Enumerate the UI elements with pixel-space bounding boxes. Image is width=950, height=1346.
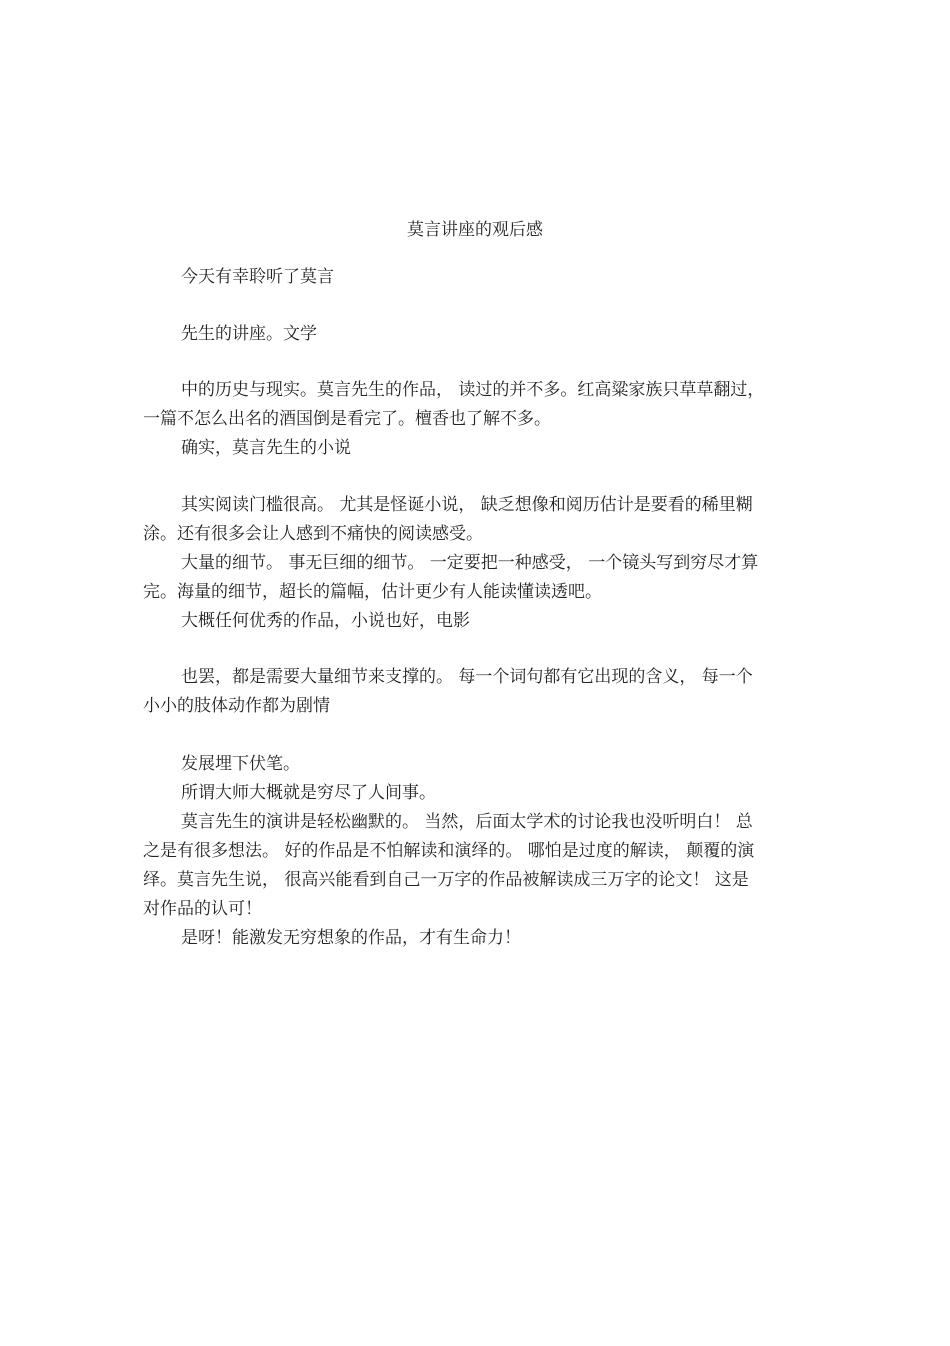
text-line: 是呀！能激发无穷想象的作品，才有生命力！ [181, 928, 521, 948]
text-line: 发展埋下伏笔。 [181, 754, 300, 774]
text-line: 也罢，都是需要大量细节来支撑的。 每一个词句都有它出现的含义， 每一个 [181, 667, 753, 687]
text-line: 其实阅读门槛很高。 尤其是怪诞小说， 缺乏想像和阅历估计是要看的稀里糊 [181, 495, 753, 515]
text-line: 大量的细节。 事无巨细的细节。 一定要把一种感受， 一个镜头写到穷尽才算 [181, 553, 759, 573]
text-line: 中的历史与现实。莫言先生的作品， 读过的并不多。红高粱家族只草草翻过， [181, 380, 765, 400]
text-line: 一篇不怎么出名的酒国倒是看完了。檀香也了解不多。 [143, 409, 551, 429]
document-title: 莫言讲座的观后感 [407, 220, 543, 240]
text-line: 小小的肢体动作都为剧情 [143, 696, 330, 716]
text-line: 之是有很多想法。 好的作品是不怕解读和演绎的。 哪怕是过度的解读， 颠覆的演 [143, 841, 755, 861]
text-line: 绎。莫言先生说， 很高兴能看到自己一万字的作品被解读成三万字的论文！ 这是 [143, 870, 749, 890]
text-line: 今天有幸聆听了莫言 [181, 267, 334, 287]
text-line: 确实，莫言先生的小说 [181, 438, 351, 458]
text-line: 涂。还有很多会让人感到不痛快的阅读感受。 [143, 524, 483, 544]
text-line: 大概任何优秀的作品，小说也好，电影 [181, 611, 470, 631]
text-line: 先生的讲座。文学 [181, 324, 317, 344]
text-line: 对作品的认可！ [143, 899, 262, 919]
text-line: 莫言先生的演讲是轻松幽默的。 当然，后面太学术的讨论我也没听明白！ 总 [181, 812, 753, 832]
text-line: 完。海量的细节，超长的篇幅，估计更少有人能读懂读透吧。 [143, 582, 602, 602]
text-line: 所谓大师大概就是穷尽了人间事。 [181, 783, 436, 803]
